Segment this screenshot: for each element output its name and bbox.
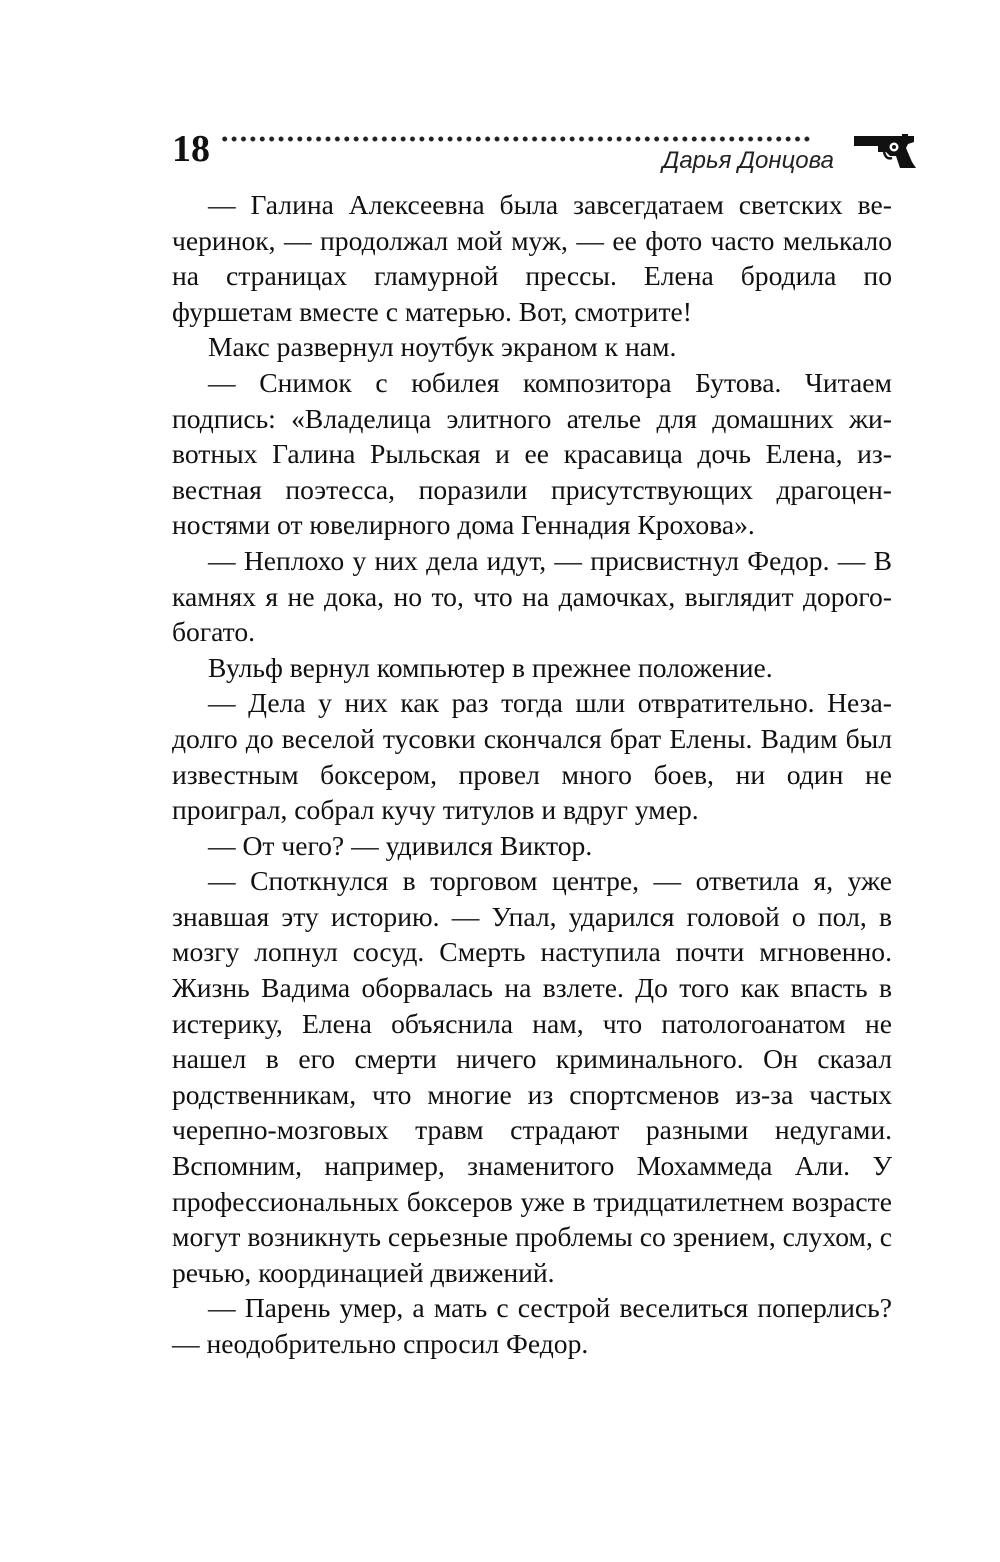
paragraph: Макс развернул ноутбук экраном к нам. [208, 331, 677, 363]
paragraph: — Галина Алексеевна была завсегдатаем светских вечеринок, — продолжал мой муж, — ее фото часто мелькало на страницах гламурной прессы. Елена бродила по фуршетам вместе с матерью. Вот, смотрите! [172, 189, 892, 327]
paragraph: — Споткнулся в торговом центре, — ответила я, уже знавшая эту историю. — Упал, ударился головой о пол, в мозгу лопнул сосуд. Смерть наступила почти мгновенно. Жизнь Вадима оборвалась на взлете. До того как впасть в истерику, Елена объяснила нам, что патологоанатом не нашел в его смерти ничего криминального. Он сказал родственникам, что многие из спортсменов из-за частых черепно-мозговых травм страдают разными недугами. Вспомним, например, знаменитого Мохаммеда Али. У профессиональных боксеров уже в тридцатилетнем возрасте могут возникнуть серьезные проблемы со зрением, слухом, с речью, координацией движений. [172, 865, 892, 1288]
paragraph: — Неплохо у них дела идут, — присвистнул Федор. — В камнях я не дока, но то, что на дамочках, выглядит дорого-богато. [172, 544, 892, 648]
paragraph: — От чего? — удивился Виктор. [208, 829, 593, 861]
paragraph: — Снимок с юбилея композитора Бутова. Читаем подпись: «Владелица элитного ателье для домашних животных Галина Рыльская и ее красавица дочь Елена, известная поэтесса, поразили присутствующих драгоценностями от ювелирного дома Геннадия Крохова». [172, 366, 892, 541]
dot-leader [220, 136, 812, 142]
paragraph: — Дела у них как раз тогда шли отвратительно. Незадолго до веселой тусовки скончался брат Елены. Вадим был известным боксером, провел много боев, ни один не проиграл, собрал кучу титулов и вдруг умер. [172, 687, 892, 826]
author-name: Дарья Донцова [662, 147, 834, 174]
page-number: 18 [172, 128, 210, 170]
paragraph: Вульф вернул компьютер в прежнее положение. [208, 651, 773, 683]
revolver-icon [852, 130, 920, 170]
running-header [172, 126, 920, 186]
body-text [172, 187, 892, 1362]
paragraph: — Парень умер, а мать с сестрой веселиться поперлись? — неодобрительно спросил Федор. [172, 1292, 892, 1359]
